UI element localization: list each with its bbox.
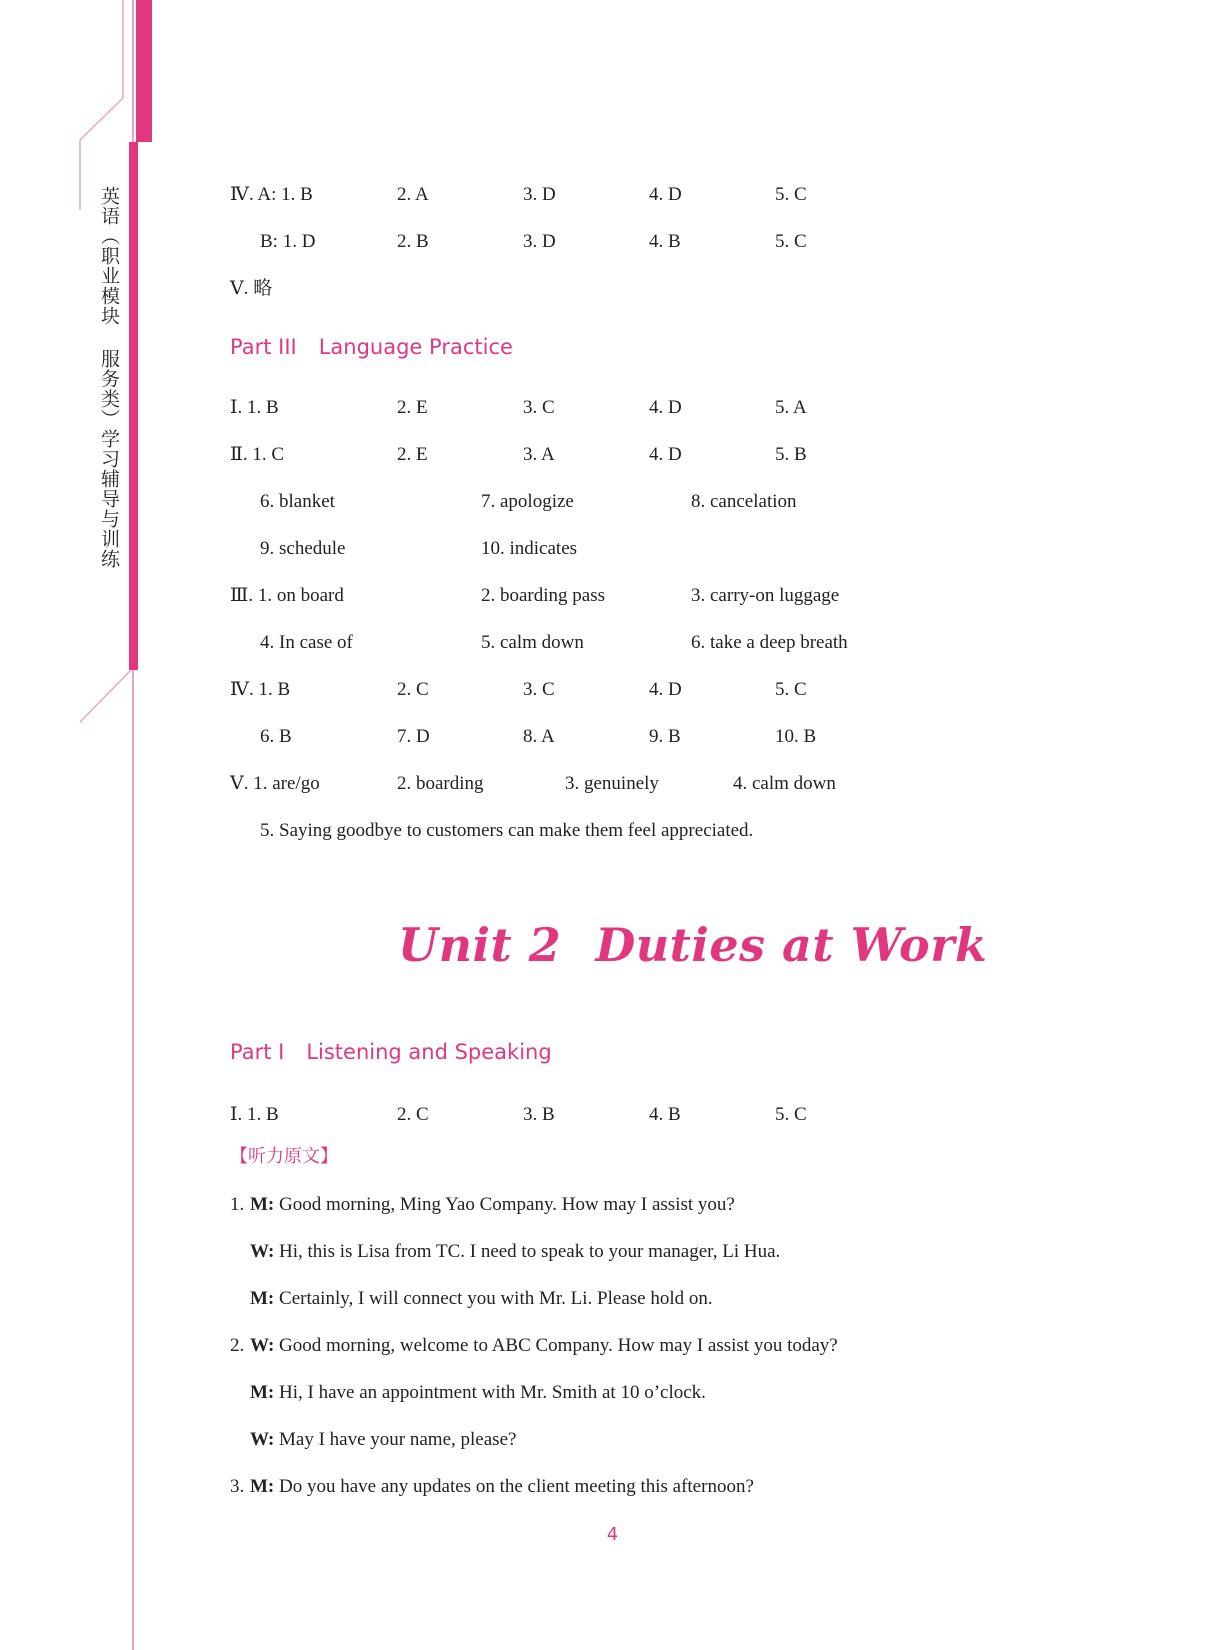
answer-row	[230, 720, 1130, 767]
answer-row	[230, 767, 1130, 814]
answer-content	[230, 178, 1130, 861]
answer-row	[230, 579, 1130, 626]
answer-item: 2. C	[397, 679, 429, 700]
answer-label: B: 1. D	[260, 231, 316, 252]
answer-item: 4. calm down	[733, 773, 836, 794]
answer-item: 4. D	[649, 397, 682, 418]
answer-item: 4. B	[649, 1104, 681, 1125]
answer-item: 5. C	[775, 679, 807, 700]
page-number: 4	[606, 1524, 619, 1545]
answer-item: 6. take a deep breath	[691, 632, 848, 653]
answer-label: Ⅲ. 1. on board	[230, 585, 344, 606]
dialogue-line	[230, 1423, 1130, 1470]
answer-item: 3. A	[523, 444, 555, 465]
speaker: W:	[250, 1429, 275, 1450]
speaker: W:	[250, 1241, 275, 1262]
part-heading	[230, 319, 1130, 391]
answer-item: 5. C	[775, 184, 807, 205]
answer-item: 8. cancelation	[691, 491, 797, 512]
answer-row	[230, 272, 1130, 319]
answer-item: 4. In case of	[260, 632, 353, 653]
answer-item: 5. B	[775, 444, 807, 465]
unit-title	[398, 918, 987, 972]
answer-item: 9. B	[649, 726, 681, 747]
answer-item: 3. C	[523, 397, 555, 418]
answer-item: 2. A	[397, 184, 429, 205]
answer-sentence: 5. Saying goodbye to customers can make them feel appreciated.	[260, 820, 754, 841]
part-number: Part III	[230, 335, 297, 359]
answer-item: 4. D	[649, 444, 682, 465]
dialogue-text: Hi, I have an appointment with Mr. Smith at 10 o’clock.	[279, 1382, 706, 1403]
answer-label: Ⅴ. 1. are/go	[230, 773, 320, 794]
answer-item: 3. genuinely	[565, 773, 659, 794]
answer-item: 2. boarding pass	[481, 585, 606, 606]
listening-script-label: 【听力原文】	[230, 1146, 338, 1167]
answer-row	[230, 178, 1130, 225]
dialogue-number: 3.	[230, 1476, 245, 1497]
dialogue-line	[230, 1470, 1130, 1517]
dialogue-text: Good morning, Ming Yao Company. How may I assist you?	[279, 1194, 735, 1215]
part1-content	[230, 1034, 1130, 1517]
dialogue-text: May I have your name, please?	[279, 1429, 517, 1450]
part-title: Language Practice	[318, 335, 513, 359]
speaker: M:	[250, 1382, 275, 1403]
answer-item: 9. schedule	[260, 538, 346, 559]
dialogue-number: 1.	[230, 1194, 245, 1215]
speaker: W:	[250, 1335, 275, 1356]
unit-name: Duties at Work	[595, 918, 988, 972]
dialogue-number: 2.	[230, 1335, 245, 1356]
answer-item: 4. D	[649, 679, 682, 700]
dialogue-line	[230, 1329, 1130, 1376]
unit-number: Unit 2	[398, 918, 562, 972]
answer-item: 7. D	[397, 726, 430, 747]
speaker: M:	[250, 1288, 275, 1309]
answer-item: 3. carry-on luggage	[691, 585, 840, 606]
answer-item: 3. D	[523, 231, 556, 252]
script-label-row	[230, 1140, 1130, 1188]
part-heading	[230, 1034, 1130, 1098]
part-number: Part I	[230, 1040, 285, 1064]
answer-item: 3. D	[523, 184, 556, 205]
answer-row	[230, 485, 1130, 532]
dialogue-text: Do you have any updates on the client meeting this afternoon?	[279, 1476, 754, 1497]
answer-item: 2. E	[397, 397, 428, 418]
answer-row	[230, 626, 1130, 673]
answer-item: 8. A	[523, 726, 555, 747]
answer-label: Ⅳ. 1. B	[230, 679, 291, 700]
answer-item: 5. calm down	[481, 632, 584, 653]
answer-item: 3. C	[523, 679, 555, 700]
book-title-vertical: 英语（职业模块 服务类）学习辅导与训练	[98, 186, 120, 569]
answer-item: 6. blanket	[260, 491, 335, 512]
dialogue-text: Good morning, welcome to ABC Company. How may I assist you today?	[279, 1335, 838, 1356]
answer-label: Ⅴ. 略	[230, 278, 273, 299]
dialogue-line	[230, 1376, 1130, 1423]
dialogue-line	[230, 1188, 1130, 1235]
answer-row	[230, 438, 1130, 485]
answer-item: 5. A	[775, 397, 807, 418]
answer-label: Ⅰ. 1. B	[230, 397, 279, 418]
answer-item: 5. C	[775, 1104, 807, 1125]
answer-label: Ⅱ. 1. C	[230, 444, 285, 465]
part-title: Listening and Speaking	[306, 1040, 552, 1064]
answer-label: Ⅳ. A: 1. B	[230, 184, 313, 205]
dialogue-text: Hi, this is Lisa from TC. I need to speak to your manager, Li Hua.	[279, 1241, 781, 1262]
speaker: M:	[250, 1194, 275, 1215]
dialogue-line	[230, 1235, 1130, 1282]
answer-item: 2. boarding	[397, 773, 484, 794]
answer-item: 2. E	[397, 444, 428, 465]
answer-row	[230, 532, 1130, 579]
answer-row	[230, 673, 1130, 720]
answer-item: 10. B	[775, 726, 817, 747]
answer-row	[230, 225, 1130, 272]
dialogue-line	[230, 1282, 1130, 1329]
answer-item: 2. B	[397, 231, 429, 252]
answer-item: 6. B	[260, 726, 292, 747]
answer-item: 7. apologize	[481, 491, 574, 512]
answer-row	[230, 1098, 1130, 1140]
answer-item: 3. B	[523, 1104, 555, 1125]
answer-row	[230, 814, 1130, 861]
answer-item: 4. B	[649, 231, 681, 252]
answer-row	[230, 391, 1130, 438]
answer-label: Ⅰ. 1. B	[230, 1104, 279, 1125]
answer-item: 2. C	[397, 1104, 429, 1125]
speaker: M:	[250, 1476, 275, 1497]
answer-item: 5. C	[775, 231, 807, 252]
answer-item: 4. D	[649, 184, 682, 205]
answer-item: 10. indicates	[481, 538, 578, 559]
dialogue-text: Certainly, I will connect you with Mr. Li. Please hold on.	[279, 1288, 713, 1309]
